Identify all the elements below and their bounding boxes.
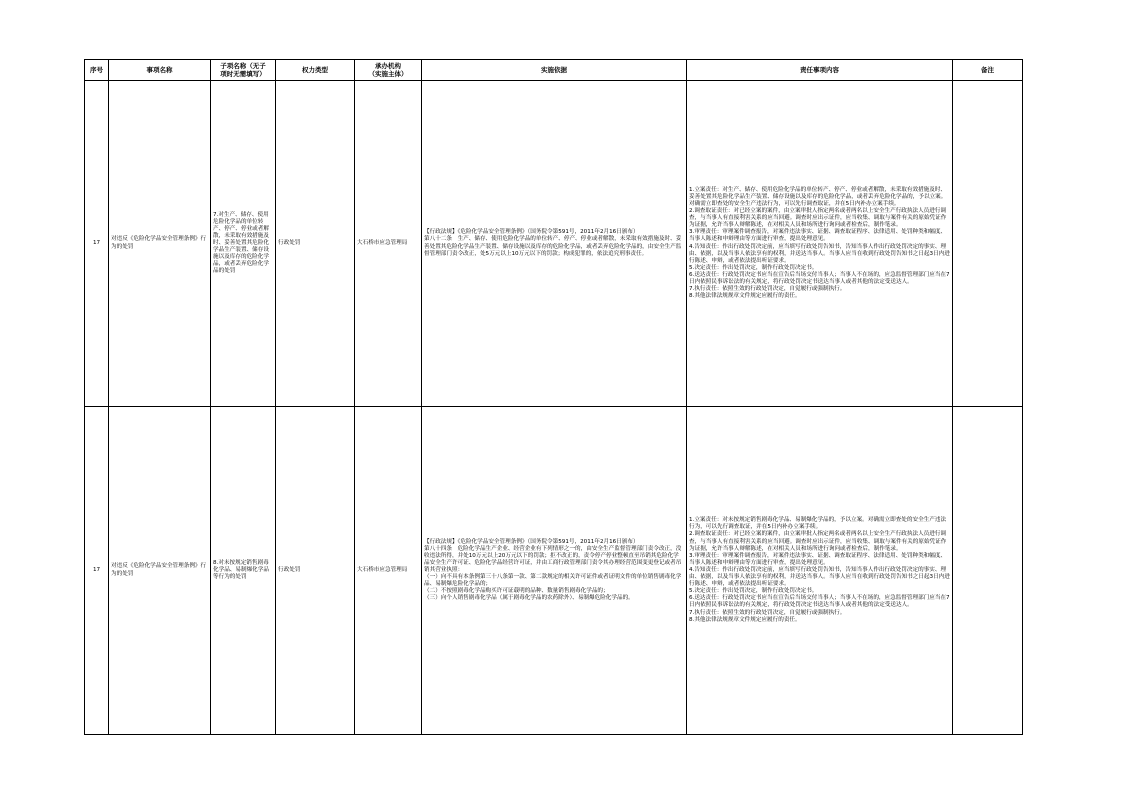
header-sub-item-line2: 项时无需填写） — [220, 70, 266, 78]
cell-sub-item: 8.对未按规定销售剧毒化学品、易制爆化学品等行为的处罚 — [211, 407, 276, 735]
cell-basis: 【行政法规】《危险化学品安全管理条例》（国务院令第591号，2011年2月16日颁布） 第八十二条 生产、储存、使用危险化学品的单位转产、停产、停业或者解散，未采取有效措施及时、妥善处置其危险化学品生产装置、储存设施以及库存的危险化学品，或者丢弃危险化学品的，由安全生产监督管理部门责令改正，处5万元以上10万元以下的罚款；构成犯罪的，依法追究刑事责任。 — [422, 81, 687, 407]
header-sub-item-line1: 子项名称（无子 — [220, 62, 266, 70]
cell-sub-item: 7.对生产、储存、使用危险化学品的单位转产、停产、停业或者解散，未采取有效措施及时、妥善处置其危险化学品生产装置、储存设施以及库存的危险化学品，或者丢弃危险化学品的处罚 — [211, 81, 276, 407]
duty-line: 7.执行责任：依照生效的行政处罚决定，自觉履行或强制执行。 — [689, 286, 846, 293]
cell-org: 大石桥市应急管理局 — [355, 407, 422, 735]
header-org — [355, 60, 422, 81]
power-list-table — [84, 59, 1023, 735]
cell-power-type: 行政处罚 — [276, 407, 355, 735]
cell-basis: 【行政法规】《危险化学品安全管理条例》（国务院令第591号，2011年2月16日颁布） 第八十四条 危险化学品生产企业、经营企业有下列情形之一的，由安全生产监督管理部门责令改正，没收违法所得，并处10万元以上20万元以下的罚款；拒不改正的，责令停产停业整顿直至吊销其危险化学品安全生产许可证、危险化学品经营许可证，并由工商行政管理部门责令其办理经营范围变更登记或者吊销其营业执照： （一）向不具有本条例第三十八条第一款、第二款规定的相关许可证件或者证明文件的单位销售剧毒化学品、易制爆危险化学品的； （二）不按照剧毒化学品购买许可证载明的品种、数量销售剧毒化学品的； （三）向个人销售剧毒化学品（属于剧毒化学品的农药除外）、易制爆危险化学品的。 — [422, 407, 687, 735]
cell-remark — [953, 407, 1023, 735]
duty-line: 8.其他法律法规规章文件规定应履行的责任。 — [689, 293, 801, 300]
duty-line: 4.告知责任：作出行政处罚决定前，应当填写行政处罚告知书，告知当事人作出行政处罚决定的事实、理由、依据，以及当事人依法享有的权利，并送达当事人。当事人应当在收到行政处罚告知书之日起3日内进行陈述、申辩，或者依法提出听证要求。 — [689, 566, 950, 588]
header-power-type: 权力类型 — [276, 60, 355, 81]
cell-seq: 17 — [85, 81, 109, 407]
duty-line: 5.决定责任：作出处罚决定，制作行政处罚决定书。 — [689, 264, 818, 271]
header-basis: 实施依据 — [422, 60, 687, 81]
header-sub-item — [211, 60, 276, 81]
duty-line: 4.告知责任：作出行政处罚决定前，应当填写行政处罚告知书，告知当事人作出行政处罚决定的事实、理由、依据，以及当事人依法享有的权利，并送达当事人。当事人应当在收到行政处罚告知书之日起3日内进行陈述、申辩，或者依法提出听证要求。 — [689, 243, 950, 264]
header-remark: 备注 — [953, 60, 1023, 81]
duty-line: 3.审理责任：审理案件调查报告，对案件违法事实、证据、调查取证程序、法律适用、处罚种类和幅度、当事人陈述和申辩理由等方面进行审查，提出处理意见。 — [689, 229, 947, 243]
cell-item-name: 对违反《危险化学品安全管理条例》行为的处罚 — [109, 81, 211, 407]
cell-org: 大石桥市应急管理局 — [355, 81, 422, 407]
cell-duty — [687, 407, 953, 735]
table-row — [85, 81, 1023, 407]
duty-line: 1.立案责任：对未按规定销售剧毒化学品、易制爆化学品的，予以立案。对确需立即查处的安全生产违法行为，可以先行调查取证，并在5日内补办立案手续。 — [689, 517, 947, 531]
header-item-name: 事项名称 — [109, 60, 211, 81]
duty-line: 5.决定责任：作出处罚决定，制作行政处罚决定书。 — [689, 588, 818, 595]
duty-line: 8.其他法律法规规章文件规定应履行的责任。 — [689, 616, 801, 623]
cell-duty — [687, 81, 953, 407]
header-org-line1: 承办机构 — [375, 62, 401, 70]
duty-line: 1.立案责任：对生产、储存、使用危险化学品的单位转产、停产、停业或者解散，未采取有效措施及时、妥善处置其危险化学品生产装置、储存设施以及库存的危险化学品，或者丢弃危险化学品的，予以立案。对确需立即查处的安全生产违法行为，可以先行调查取证，并在5日内补办立案手续。 — [689, 186, 947, 207]
header-duty: 责任事项内容 — [687, 60, 953, 81]
duty-line: 6.送达责任：行政处罚决定书应当在宣告后当场交付当事人；当事人不在场的，应急监督管理部门应当在7日内依照民事诉讼法的有关规定，将行政处罚决定书送达当事人或者其他的法定受送达人。 — [689, 595, 950, 609]
duty-line: 2.调查取证责任：对已经立案的案件，由立案审批人指定两名或者两名以上安全生产行政执法人员进行调查，与当事人有直接利害关系的应当回避。调查时应出示证件，应当收集、调取与案件有关的原始凭证作为证据，允许当事人辩解陈述，在对相关人员和场所进行询问或者检查后，制作笔录。 — [689, 208, 947, 229]
header-row — [85, 60, 1023, 81]
table-row — [85, 407, 1023, 735]
header-org-line2: （实施主体） — [368, 70, 408, 78]
duty-line: 3.审理责任：审理案件调查报告，对案件违法事实、证据、调查取证程序、法律适用、处罚种类和幅度、当事人陈述和申辩理由等方面进行审查，提出处理意见。 — [689, 552, 947, 566]
duty-line: 7.执行责任：依照生效的行政处罚决定，自觉履行或强制执行。 — [689, 609, 846, 616]
header-seq: 序号 — [85, 60, 109, 81]
cell-remark — [953, 81, 1023, 407]
cell-item-name: 对违反《危险化学品安全管理条例》行为的处罚 — [109, 407, 211, 735]
cell-power-type: 行政处罚 — [276, 81, 355, 407]
duty-line: 6.送达责任：行政处罚决定书应当在宣告后当场交付当事人；当事人不在场的，应急监督管理部门应当在7日内依照民事诉讼法的有关规定，将行政处罚决定书送达当事人或者其他的法定受送达人。 — [689, 271, 950, 285]
cell-seq: 17 — [85, 407, 109, 735]
duty-line: 2.调查取证责任：对已经立案的案件，由立案审批人指定两名或者两名以上安全生产行政执法人员进行调查，与当事人有直接利害关系的应当回避。调查时应出示证件，应当收集、调取与案件有关的原始凭证作为证据，允许当事人辩解陈述，在对相关人员和场所进行询问或者检查后，制作笔录。 — [689, 531, 947, 552]
